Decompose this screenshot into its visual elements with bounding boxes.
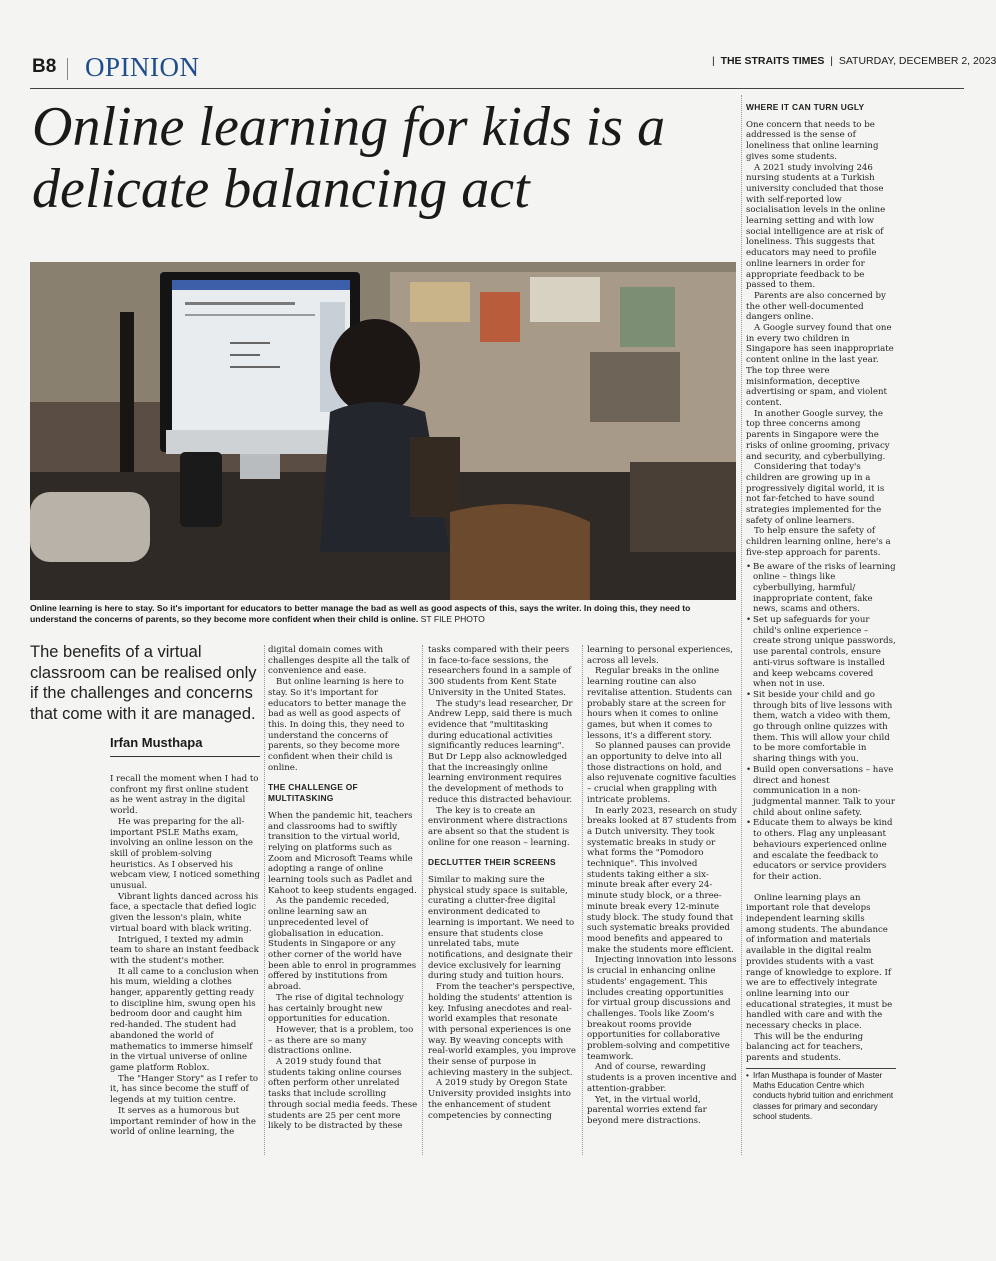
paragraph: This will be the enduring balancing act for teachers, parents and students. <box>746 1031 864 1064</box>
paragraph: learning to personal experiences, across all levels. <box>587 645 733 666</box>
paragraph: However, that is a problem, too – as there are so many distractions online. <box>268 1024 414 1057</box>
paragraph: But online learning is here to stay. So it's important for educators to better manage the bad as well as good aspects of this. In doing this, they need to understand the concerns of parents, so they become more confident when their child is online. <box>268 677 407 773</box>
paragraph: To help ensure the safety of children learning online, here's a five-step approach for parents. <box>746 526 891 558</box>
author-bio-list <box>746 1071 896 1122</box>
paragraph: As the pandemic receded, online learning saw an unprecedented level of globalisation in education. Students in Singapore or any other corner of the world have been able to enrol in programmes offered by institutions from abroad. <box>268 896 417 993</box>
paragraph: When the pandemic hit, teachers and classrooms had to swiftly transition to the virtual world, relying on platforms such as Zoom and Microsoft Teams while adopting a range of online learning tools such as Padlet and Kahoot to keep students engaged. <box>268 810 417 896</box>
issue-date: SATURDAY, DECEMBER 2, 2023 <box>838 55 996 67</box>
standfirst: The benefits of a virtual classroom can be realised only if the challenges and concerns that come with it are managed. <box>30 643 257 723</box>
page-number: B8 <box>32 56 57 77</box>
paragraph: From the teacher's perspective, holding the students' attention is key. Infusing anecdotes and real-world examples that resonate with personal experiences is one way. By weaving concepts with real-world examples, you improve their sense of purpose in achieving mastery in the subject. <box>428 982 576 1078</box>
column-4 <box>587 645 737 1127</box>
paragraph: Online learning plays an important role that develops independent learning skills among students. The abundance of information and materials available in the digital realm provides students with a vast range of knowledge to explore. If we are to effectively integrate online learning into our educational strategies, it must be handled with care and with the necessary checks in place. <box>746 892 893 1032</box>
column-rule <box>422 645 423 1155</box>
paragraph: A 2019 study found that students taking online courses often perform other unrelated tasks that include scrolling through social media feeds. These students are 25 per cent more likely to be distracted by these <box>268 1057 418 1132</box>
list-item: • Set up safeguards for your child's online experience – create strong unique passwords, use parental controls, ensure anti-virus software is installed and keep webcams covered when not in use. <box>746 615 896 690</box>
paragraph: Regular breaks in the online learning routine can also revitalise attention. Students can probably stare at the screen for hours when it comes to online games, but when it comes to lessons, it's a different story. <box>587 666 733 741</box>
list-item: • Sit beside your child and go through bits of live lessons with them, watch a video with them, go through online quizzes with them. This will allow your child to be more comfortable in sharing things with you. <box>746 690 896 765</box>
paragraph: Considering that today's children are growing up in a progressively digital world, it is not far-fetched to have sound strategies implemented for the safety of online learners. <box>746 462 885 526</box>
caption-text: Online learning is here to stay. So it's important for educators to better manage the bad as well as good aspects of this, says the writer. In doing this, they need to understand the concerns of parents, so they become more confident when their child is online. <box>30 603 691 624</box>
header-divider <box>67 58 68 80</box>
paragraph: The study's lead researcher, Dr Andrew Lepp, said there is much evidence that "multitasking during educational activities significantly reduces learning". But Dr Lepp also acknowledged that the increasingly online learning environment requires the development of methods to reduce this distracted behaviour. <box>428 698 573 805</box>
paragraph: Vibrant lights danced across his face, a spectacle that defied logic given the lesson's plain, white virtual board with black writing. <box>110 891 259 934</box>
paragraph: It all came to a conclusion when his mum, wielding a clothes hanger, apparently getting ready to discipline him, swung open his bedroom door and caught him red-handed. The student had abandoned the world of mathematics to immerse himself in the virtual universe of online game platform Roblox. <box>110 966 259 1073</box>
column-3 <box>428 645 578 1121</box>
paragraph: Similar to making sure the physical study space is suitable, curating a clutter-free digital environment dedicated to learning is important. We need to ensure that students close unrelated tabs, mute notifications, and designate their device exclusively for learning during study and tuition hours. <box>428 875 575 982</box>
section-title: OPINION <box>85 52 200 82</box>
paragraph: digital domain comes with challenges despite all the talk of convenience and ease. <box>268 645 410 677</box>
paragraph: A 2021 study involving 246 nursing students at a Turkish university concluded that those with self-reported low socialisation levels in the online learning setting and with low social intelligence are at risk of loneliness. This suggests that educators may need to profile online learners in order for appropriate feedback to be passed to them. <box>746 162 886 291</box>
paragraph: I recall the moment when I had to confront my first online student as he went astray in the digital world. <box>110 774 259 817</box>
author-bio: • Irfan Musthapa is founder of Master Maths Education Centre which conducts hybrid tuition and enrichment classes for primary and secondary school students. <box>746 1071 896 1122</box>
paragraph: Injecting innovation into lessons is crucial in enhancing online students' engagement. This includes creating opportunities for virtual group discussions and challenges. Tools like Zoom's breakout rooms provide opportunities for collaborative problem-solving and competitive teamwork. <box>587 955 737 1062</box>
headline: Online learning for kids is a delicate balancing act <box>32 96 666 220</box>
subheading-multitasking: THE CHALLENGE OF MULTITASKING <box>268 782 358 804</box>
paragraph: Intrigued, I texted my admin team to share an instant feedback with the student's mother. <box>110 934 259 966</box>
paragraph: Yet, in the virtual world, parental worries extend far beyond mere distractions. <box>587 1094 707 1126</box>
article-photo <box>30 262 736 600</box>
photo-illustration <box>30 262 736 600</box>
subheading-declutter: DECLUTTER THEIR SCREENS <box>428 857 556 868</box>
paragraph: A Google survey found that one in every two children in Singapore has seen inappropriate content online in the last year. The top three were misinformation, deceptive advertising or spam, and violent content. <box>746 323 894 408</box>
column-1 <box>110 774 260 1138</box>
paragraph: He was preparing for the all-important PSLE Maths exam, involving an online lesson on the skill of problem-solving heuristics. As I observed his webcam view, I noticed something unusual. <box>110 816 261 892</box>
paragraph: And of course, rewarding students is a proven incentive and attention-grabber. <box>587 1062 737 1094</box>
column-rule <box>741 95 742 1155</box>
paragraph: The rise of digital technology has certainly brought new opportunities for education. <box>268 992 404 1025</box>
paragraph: The "Hanger Story" as I refer to it, has since become the stuff of legends at my tuition centre. <box>110 1073 259 1106</box>
column-2 <box>268 645 418 1132</box>
paragraph: In early 2023, research on study breaks looked at 87 students from a Dutch university. They took systematic breaks in study or what forms the "Pomodoro technique". This involved students taking either a six-minute break after every 24-minute study block, or a three-minute break every 12-minute study block. The study found that such systematic breaks provided mood benefits and appeared to make the students more efficient. <box>587 805 737 955</box>
paragraph: The key is to create an environment where distractions are absent so that the student is online for one reason – learning. <box>428 805 570 848</box>
paragraph: Parents are also concerned by the other well-documented dangers online. <box>746 290 886 323</box>
top-rule <box>30 88 964 89</box>
paragraph: So planned pauses can provide an opportunity to delve into all those distractions on hold, and also rejuvenate cognitive faculties – crucial when grappling with intricate problems. <box>587 741 737 805</box>
photo-caption <box>30 603 736 625</box>
paragraph: tasks compared with their peers in face-to-face sessions, the researchers found in a sample of 300 students from Kent State University in the United States. <box>428 645 572 698</box>
byline: Irfan Musthapa <box>110 735 203 750</box>
paper-name: THE STRAITS TIMES <box>720 55 825 67</box>
column-rule <box>264 645 265 1155</box>
byline-rule <box>110 756 260 757</box>
subheading-ugly: WHERE IT CAN TURN UGLY <box>746 102 865 112</box>
column-rule <box>582 645 583 1155</box>
column-5 <box>746 100 896 1122</box>
paragraph: It serves as a humorous but important reminder of how in the world of online learning, the <box>110 1105 257 1138</box>
masthead-right: | THE STRAITS TIMES | SATURDAY, DECEMBER 2, 2023 <box>712 55 996 67</box>
list-item: • Build open conversations – have direct and honest communication in a non-judgmental manner. Talk to your child about online safety. <box>746 765 896 819</box>
paragraph: One concern that needs to be addressed is the sense of loneliness that online learning gives some students. <box>746 119 879 162</box>
paragraph: A 2019 study by Oregon State University provided insights into the enhancement of student competencies by connecting <box>428 1078 571 1121</box>
list-item: • Educate them to always be kind to others. Flag any unpleasant behaviours experienced online and escalate the feedback to educators or service providers for their action. <box>746 818 896 882</box>
photo-credit: ST FILE PHOTO <box>420 614 485 624</box>
list-item: • Be aware of the risks of learning online – things like cyberbullying, harmful/ inappropriate content, fake news, scams and others. <box>746 562 896 616</box>
paragraph: In another Google survey, the top three concerns among parents in Singapore were the risks of online grooming, privacy and security, and cyberbullying. <box>746 408 890 462</box>
safety-tips-list <box>746 562 896 883</box>
